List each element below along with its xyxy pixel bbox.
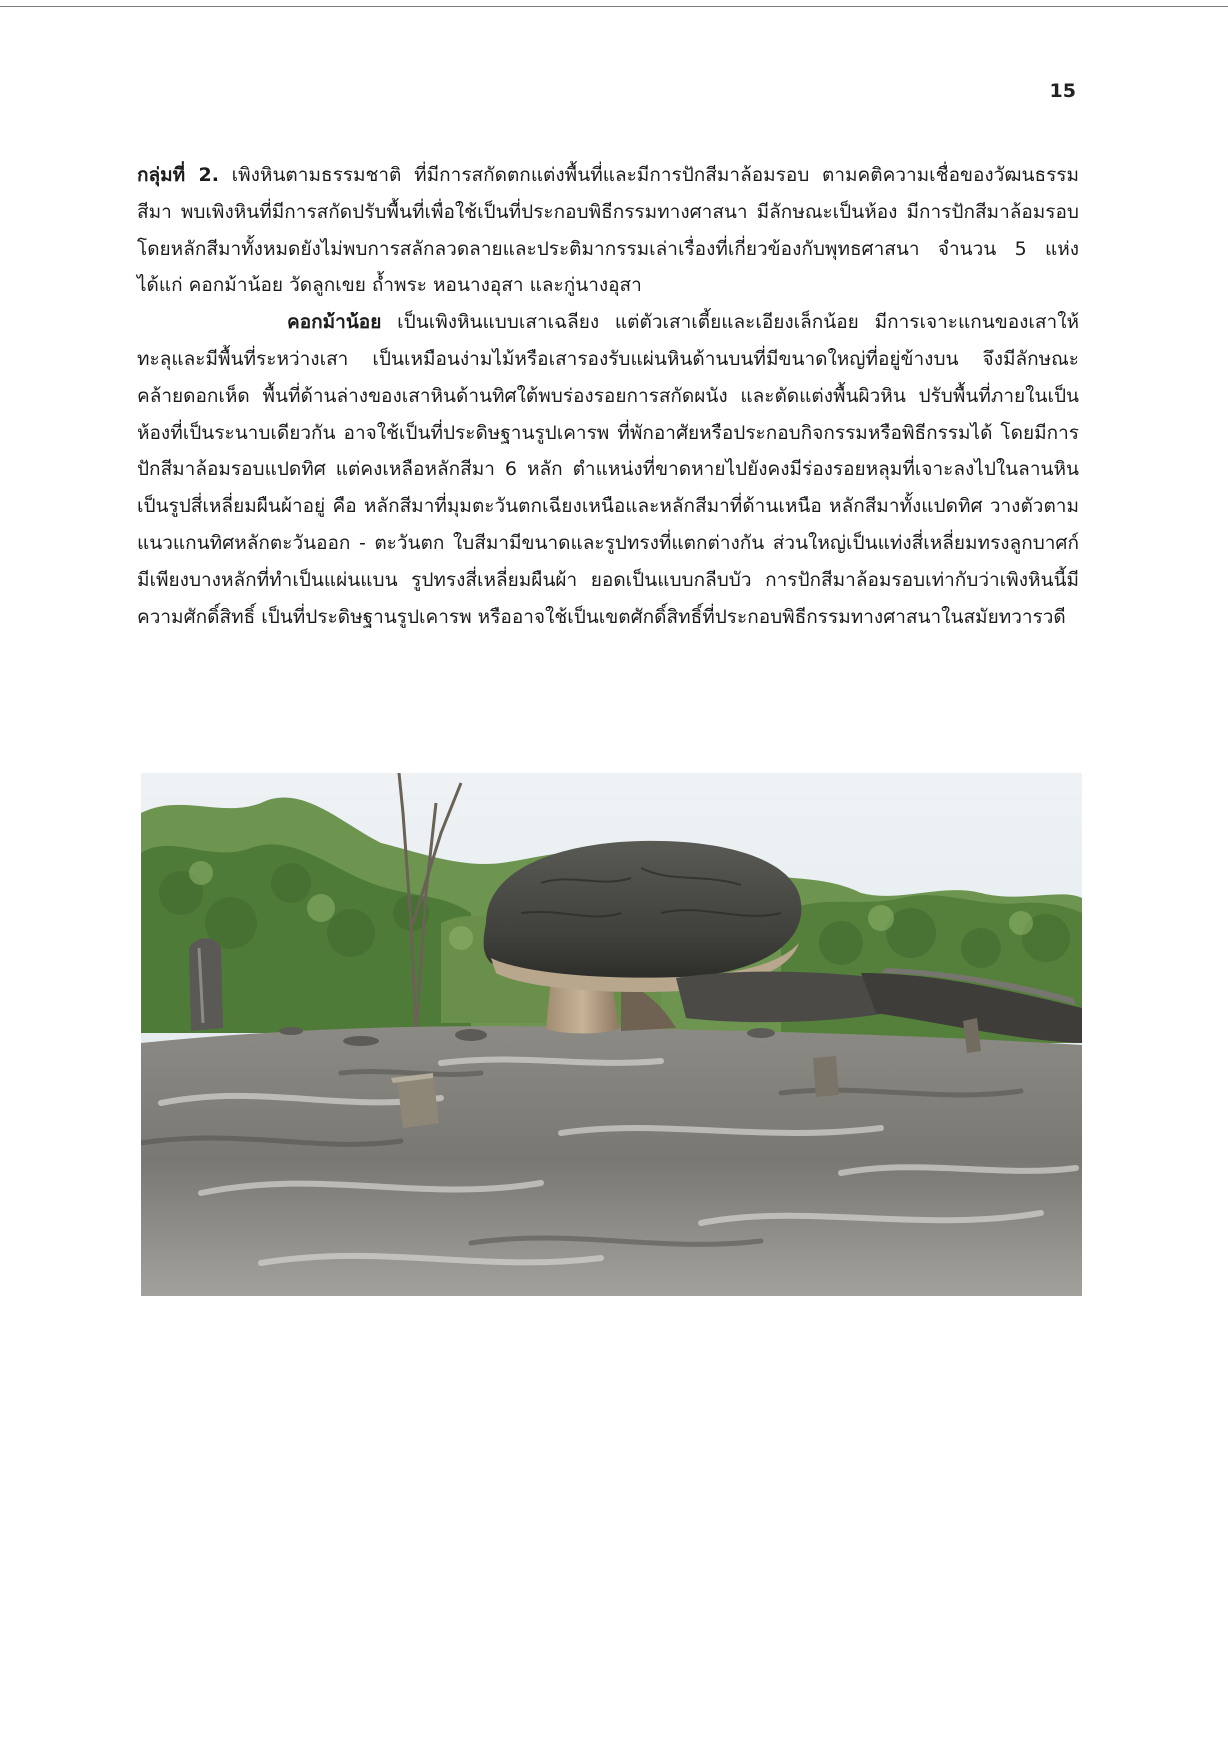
paragraph-khok-ma-noi — [137, 304, 1079, 635]
rock-slab-right-1 — [676, 972, 886, 1023]
site-photo-illustration — [141, 773, 1082, 1296]
paragraph-lead: คอกม้าน้อย — [287, 311, 382, 334]
site-photo — [141, 773, 1082, 1296]
paragraph-text: เพิงหินตามธรรมชาติ ที่มีการสกัดตกแต่งพื้นที่และมีการปักสีมาล้อมรอบ ตามคติความเชื่อของวัฒนธรรมสีมา พบเพิงหินที่มีการสกัดปรับพื้นที่เพื่อใช้เป็นที่ประกอบพิธีกรรมทางศาสนา มีลักษณะเป็นห้อง มีการปักสีมาล้อมรอบ โดยหลักสีมาทั้งหมดยังไม่พบการสลักลวดลายและประติมากรรมเล่าเรื่องที่เกี่ยวข้องกับพุทธศาสนา จำนวน 5 แห่ง ได้แก่ คอกม้าน้อย วัดลูกเขย ถ้ำพระ หอนางอุสา และกู่นางอุสา — [137, 164, 1080, 297]
page-number: 15 — [1049, 80, 1076, 102]
sima-stone — [813, 1056, 839, 1097]
paragraph-text: เป็นเพิงหินแบบเสาเฉลียง แต่ตัวเสาเตี้ยและเอียงเล็กน้อย มีการเจาะแกนของเสาให้ทะลุและมีพื้นที่ระหว่างเสา เป็นเหมือนง่ามไม้หรือเสารองรับแผ่นหินด้านบนที่มีขนาดใหญ่ที่อยู่ข้างบน จึงมีลักษณะคล้ายดอกเห็ด พื้นที่ด้านล่างของเสาหินด้านทิศใต้พบร่องรอยการสกัดผนัง และตัดแต่งพื้นผิวหิน ปรับพื้นที่ภายในเป็นห้องที่เป็นระนาบเดียวกัน อาจใช้เป็นที่ประดิษฐานรูปเคารพ ที่พักอาศัยหรือประกอบกิจกรรมหรือพิธีกรรมได้ โดยมีการปักสีมาล้อมรอบแปดทิศ แต่คงเหลือหลักสีมา 6 หลัก ตำแหน่งที่ขาดหายไปยังคงมีร่องรอยหลุมที่เจาะลงไปในลานหินเป็นรูปสี่เหลี่ยมผืนผ้าอยู่ คือ หลักสีมาที่มุมตะวันตกเฉียงเหนือและหลักสีมาที่ด้านเหนือ หลักสีมาทั้งแปดทิศ วางตัวตามแนวแกนทิศหลักตะวันออก - ตะวันตก ใบสีมามีขนาดและรูปทรงที่แตกต่างกัน ส่วนใหญ่เป็นแท่งสี่เหลี่ยมทรงลูกบาศก์ มีเพียงบางหลักที่ทำเป็นแผ่นแบน รูปทรงสี่เหลี่ยมผืนผ้า ยอดเป็นแบบกลีบบัว การปักสีมาล้อมรอบเท่ากับว่าเพิงหินนี้มีความศักดิ์สิทธิ์ เป็นที่ประดิษฐานรูปเคารพ หรืออาจใช้เป็นเขตศักดิ์สิทธิ์ที่ประกอบพิธีกรรมทางศาสนาในสมัยทวารวดี — [137, 311, 1079, 628]
paragraph-lead: กลุ่มที่ 2. — [137, 164, 219, 186]
sima-stone — [189, 938, 223, 1031]
rock-ground — [141, 1026, 1082, 1296]
paragraph-group-2 — [137, 157, 1079, 304]
body-text — [137, 157, 1079, 635]
top-rule — [0, 6, 1228, 7]
